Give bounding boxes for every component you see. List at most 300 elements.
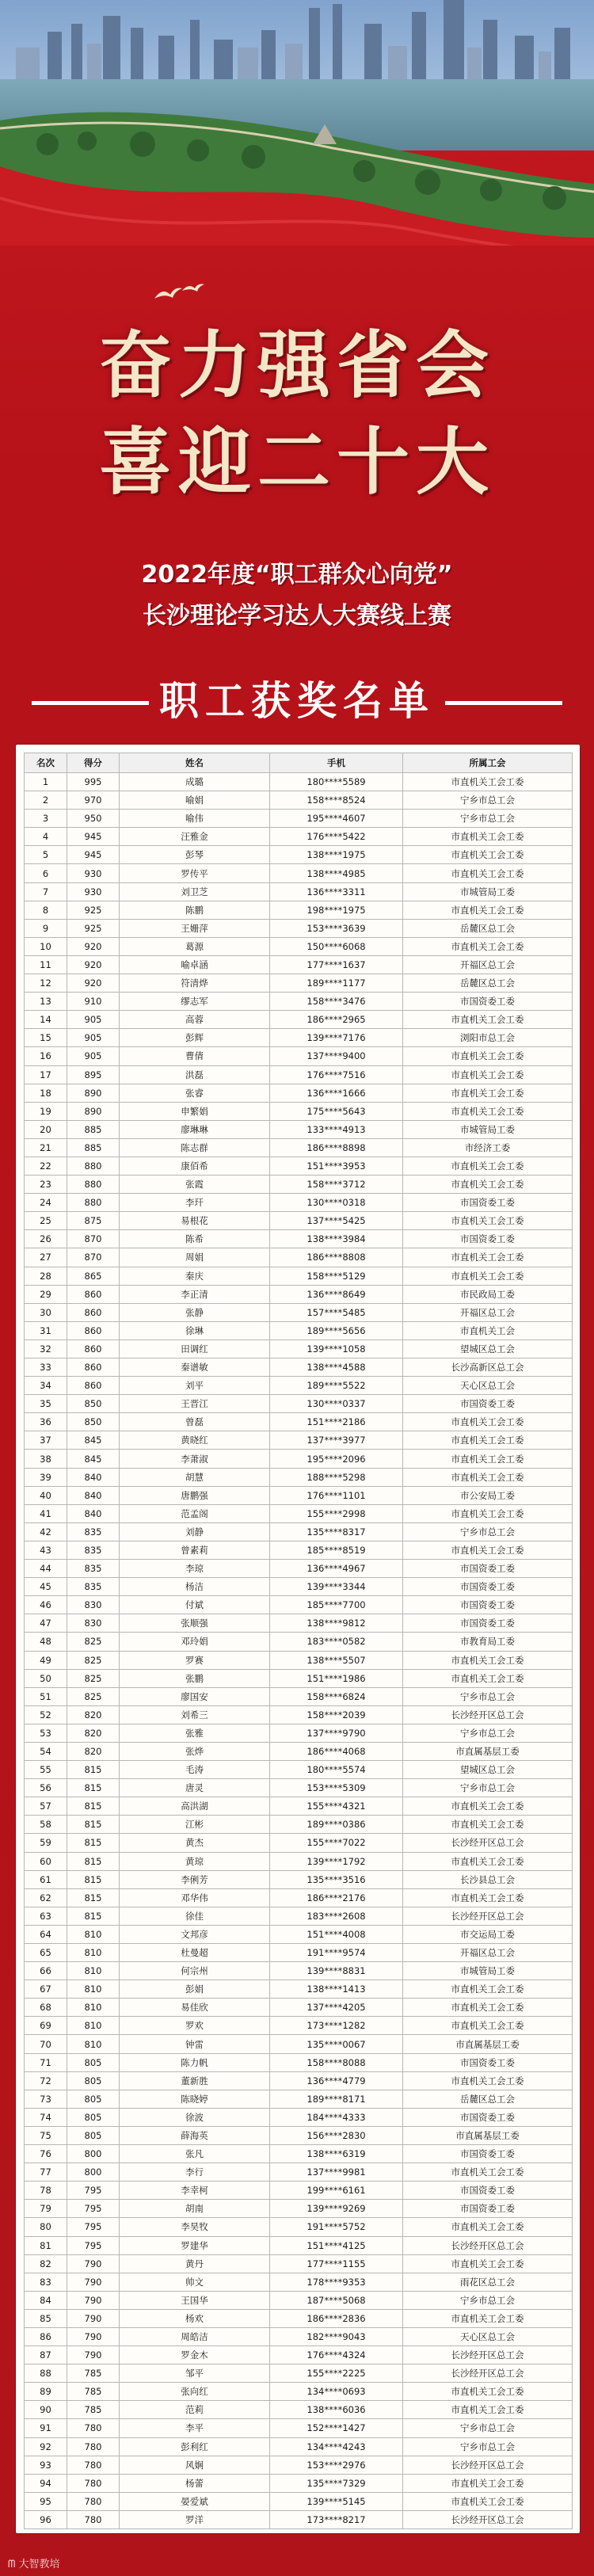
cell-score: 930 [67,864,120,882]
cell-union: 市教育局工委 [403,1633,573,1651]
cell-name: 罗传平 [120,864,270,882]
cell-name: 周皓洁 [120,2327,270,2345]
cell-name: 葛源 [120,937,270,955]
cell-phone: 133****4913 [270,1120,403,1138]
cell-score: 780 [67,2456,120,2474]
cell-score: 820 [67,1742,120,1760]
cell-phone: 158****3476 [270,993,403,1011]
cell-rank: 90 [25,2401,67,2419]
table-row [25,1194,573,1212]
cell-rank: 80 [25,2218,67,2236]
cell-score: 835 [67,1578,120,1596]
cell-union: 市直机关工会工委 [403,1047,573,1065]
cell-union: 长沙经开区总工会 [403,2346,573,2365]
cell-union: 市直机关工会工委 [403,1999,573,2017]
cell-name: 风娴 [120,2456,270,2474]
footer-bar [0,2551,594,2576]
cell-phone: 176****5422 [270,828,403,846]
table-row [25,1120,573,1138]
cell-score: 925 [67,919,120,937]
cell-name: 王国华 [120,2291,270,2309]
cell-name: 付斌 [120,1596,270,1614]
cell-rank: 55 [25,1761,67,1779]
table-row [25,2200,573,2218]
table-row [25,1504,573,1522]
cell-union: 宁乡市总工会 [403,810,573,828]
cell-rank: 78 [25,2182,67,2200]
cell-phone: 156****2830 [270,2126,403,2144]
cell-score: 795 [67,2236,120,2254]
cell-phone: 139****8831 [270,1962,403,1980]
table-row [25,1834,573,1852]
cell-name: 李昊牧 [120,2218,270,2236]
table-row [25,1267,573,1285]
cell-name: 成璐 [120,773,270,791]
cell-phone: 189****1177 [270,974,403,993]
cell-name: 陈鹏 [120,901,270,919]
cell-score: 815 [67,1797,120,1816]
cell-name: 黄丹 [120,2254,270,2273]
cell-union: 市直机关工会工委 [403,846,573,864]
cell-phone: 176****1101 [270,1486,403,1504]
cell-rank: 44 [25,1560,67,1578]
cell-union: 市直机关工会工委 [403,2071,573,2090]
table-row [25,1596,573,1614]
cell-rank: 96 [25,2510,67,2528]
table-row [25,1578,573,1596]
cell-name: 唐鹏强 [120,1486,270,1504]
table-row [25,1102,573,1120]
cell-union: 市直机关工会工委 [403,2401,573,2419]
table-row [25,1761,573,1779]
cell-rank: 54 [25,1742,67,1760]
cell-name: 刘平 [120,1377,270,1395]
cell-score: 945 [67,846,120,864]
cell-union: 市直机关工会工委 [403,2383,573,2401]
cell-union: 宁乡市总工会 [403,1687,573,1705]
cell-union: 市直机关工会工委 [403,1504,573,1522]
table-row [25,1230,573,1248]
table-row [25,810,573,828]
table-row [25,2437,573,2456]
table-row [25,1395,573,1413]
table-row [25,1651,573,1669]
cell-rank: 77 [25,2163,67,2182]
cell-rank: 8 [25,901,67,919]
cell-rank: 30 [25,1303,67,1321]
cell-name: 高蓉 [120,1011,270,1029]
cell-union: 长沙高新区总工会 [403,1358,573,1377]
cell-rank: 92 [25,2437,67,2456]
cell-rank: 52 [25,1705,67,1724]
cell-union: 市直机关工会工委 [403,2163,573,2182]
cell-union: 市国资委工委 [403,1395,573,1413]
cell-score: 790 [67,2309,120,2327]
cell-rank: 50 [25,1669,67,1687]
title-right-rule [445,701,562,705]
cell-score: 780 [67,2474,120,2492]
cell-name: 李幸柯 [120,2182,270,2200]
cell-rank: 15 [25,1029,67,1047]
cell-rank: 23 [25,1176,67,1194]
cell-score: 865 [67,1267,120,1285]
cell-name: 缪志军 [120,993,270,1011]
cell-score: 805 [67,2090,120,2108]
red-wave-decoration [0,119,594,246]
cell-rank: 18 [25,1084,67,1102]
table-row [25,1779,573,1797]
table-row [25,2053,573,2071]
cell-union: 市国资委工委 [403,993,573,1011]
cell-phone: 155****2225 [270,2365,403,2383]
table-row [25,1705,573,1724]
cell-score: 925 [67,901,120,919]
table-row [25,2254,573,2273]
cell-score: 780 [67,2419,120,2437]
cell-name: 张顺强 [120,1614,270,1633]
cell-name: 徐琳 [120,1321,270,1339]
table-row [25,2108,573,2126]
cell-union: 市直机关工会工委 [403,1267,573,1285]
cell-name: 罗金木 [120,2346,270,2365]
cell-score: 880 [67,1176,120,1194]
cell-score: 825 [67,1633,120,1651]
cell-score: 810 [67,1944,120,1962]
cell-rank: 82 [25,2254,67,2273]
cell-name: 喻伟 [120,810,270,828]
cell-name: 薛海英 [120,2126,270,2144]
cell-phone: 139****7176 [270,1029,403,1047]
cell-phone: 158****8524 [270,791,403,810]
cell-score: 835 [67,1560,120,1578]
cell-phone: 182****9043 [270,2327,403,2345]
cell-score: 850 [67,1395,120,1413]
subtitle-line-2: 长沙理论学习达人大赛线上赛 [143,602,451,630]
table-row [25,1962,573,1980]
cell-name: 喻卓涵 [120,955,270,974]
table-row [25,955,573,974]
cell-union: 市直机关工会工委 [403,1541,573,1559]
cell-score: 815 [67,1870,120,1888]
cell-score: 920 [67,937,120,955]
cell-rank: 48 [25,1633,67,1651]
cell-phone: 180****5574 [270,1761,403,1779]
cell-rank: 5 [25,846,67,864]
cell-phone: 138****1413 [270,1980,403,1999]
cell-phone: 158****6824 [270,1687,403,1705]
cell-phone: 151****4008 [270,1925,403,1943]
cell-score: 790 [67,2254,120,2273]
cell-phone: 158****5129 [270,1267,403,1285]
cell-phone: 139****9269 [270,2200,403,2218]
table-row [25,1888,573,1907]
cell-rank: 87 [25,2346,67,2365]
cell-phone: 153****2976 [270,2456,403,2474]
cell-phone: 199****6161 [270,2182,403,2200]
header-name: 姓名 [120,753,270,773]
cell-score: 950 [67,810,120,828]
cell-phone: 158****8088 [270,2053,403,2071]
cell-phone: 153****5309 [270,1779,403,1797]
cell-name: 彭辉 [120,1029,270,1047]
cell-score: 815 [67,1816,120,1834]
cell-score: 885 [67,1120,120,1138]
table-row [25,1925,573,1943]
cell-rank: 7 [25,882,67,901]
cell-rank: 41 [25,1504,67,1522]
cell-union: 市直机关工会工委 [403,1157,573,1175]
cell-union: 市直属基层工委 [403,1742,573,1760]
table-row [25,1944,573,1962]
cell-phone: 137****9790 [270,1724,403,1742]
cell-rank: 49 [25,1651,67,1669]
table-row [25,1560,573,1578]
cell-name: 文邦彦 [120,1925,270,1943]
cell-name: 洪磊 [120,1065,270,1084]
header-phone: 手机 [270,753,403,773]
cell-phone: 139****1792 [270,1852,403,1870]
cell-union: 长沙经开区总工会 [403,2510,573,2528]
cell-score: 785 [67,2383,120,2401]
table-row [25,1431,573,1450]
cell-name: 江彬 [120,1816,270,1834]
cell-rank: 69 [25,2017,67,2035]
cell-phone: 138****1975 [270,846,403,864]
cell-rank: 62 [25,1888,67,1907]
cell-union: 市直机关工会工委 [403,1413,573,1431]
table-row [25,1285,573,1303]
cell-phone: 186****2176 [270,1888,403,1907]
cell-score: 795 [67,2200,120,2218]
cell-union: 市直机关工会工委 [403,1011,573,1029]
table-row [25,846,573,864]
cell-phone: 173****1282 [270,2017,403,2035]
section-title: 职工获奖名单 [159,677,435,724]
cell-name: 曾素莉 [120,1541,270,1559]
table-row [25,1450,573,1468]
table-row [25,2218,573,2236]
cell-phone: 130****0337 [270,1395,403,1413]
cell-score: 815 [67,1779,120,1797]
cell-union: 宁乡市总工会 [403,2437,573,2456]
cell-rank: 53 [25,1724,67,1742]
cell-score: 785 [67,2365,120,2383]
cell-phone: 176****4324 [270,2346,403,2365]
cell-union: 市直机关工会工委 [403,1816,573,1834]
cell-score: 810 [67,1925,120,1943]
table-row [25,1084,573,1102]
cell-rank: 89 [25,2383,67,2401]
cell-name: 陈力帆 [120,2053,270,2071]
cell-union: 市直机关工会工委 [403,901,573,919]
table-row [25,974,573,993]
table-row [25,2145,573,2163]
cell-union: 市国资委工委 [403,2182,573,2200]
table-row [25,1522,573,1541]
cell-name: 陈志群 [120,1138,270,1157]
cell-name: 易佳欣 [120,1999,270,2017]
cell-union: 市城管局工委 [403,1962,573,1980]
cell-score: 890 [67,1084,120,1102]
cell-name: 王姗萍 [120,919,270,937]
cell-score: 850 [67,1413,120,1431]
table-row [25,2401,573,2419]
cell-score: 815 [67,1852,120,1870]
cell-score: 800 [67,2163,120,2182]
cell-score: 995 [67,773,120,791]
cell-rank: 24 [25,1194,67,1212]
cell-union: 开福区总工会 [403,1303,573,1321]
cell-phone: 189****5656 [270,1321,403,1339]
cell-score: 795 [67,2182,120,2200]
cell-name: 彭琴 [120,846,270,864]
table-row [25,2510,573,2528]
cell-name: 秦庆 [120,1267,270,1285]
cell-rank: 56 [25,1779,67,1797]
cell-rank: 13 [25,993,67,1011]
cell-score: 835 [67,1522,120,1541]
cell-score: 810 [67,1962,120,1980]
cell-phone: 138****9812 [270,1614,403,1633]
cell-phone: 177****1637 [270,955,403,974]
cell-union: 市城管局工委 [403,882,573,901]
cell-score: 830 [67,1596,120,1614]
cell-phone: 155****7022 [270,1834,403,1852]
cell-score: 870 [67,1248,120,1267]
cell-score: 795 [67,2218,120,2236]
cell-union: 宁乡市总工会 [403,1779,573,1797]
cell-score: 815 [67,1761,120,1779]
cell-score: 970 [67,791,120,810]
cell-phone: 151****4125 [270,2236,403,2254]
cell-rank: 83 [25,2273,67,2291]
cell-rank: 46 [25,1596,67,1614]
cell-phone: 151****3953 [270,1157,403,1175]
cell-score: 840 [67,1468,120,1486]
cell-rank: 17 [25,1065,67,1084]
cell-union: 市民政局工委 [403,1285,573,1303]
table-row [25,2182,573,2200]
cell-union: 市国资委工委 [403,1560,573,1578]
cell-rank: 27 [25,1248,67,1267]
cell-score: 910 [67,993,120,1011]
cell-rank: 84 [25,2291,67,2309]
cell-phone: 189****0386 [270,1816,403,1834]
cell-score: 805 [67,2071,120,2090]
cell-rank: 88 [25,2365,67,2383]
cell-score: 880 [67,1194,120,1212]
cell-phone: 177****1155 [270,2254,403,2273]
table-row [25,1724,573,1742]
table-row [25,864,573,882]
cell-phone: 178****9353 [270,2273,403,2291]
winners-table [24,753,573,2529]
cell-name: 廖国安 [120,1687,270,1705]
cell-union: 市公安局工委 [403,1486,573,1504]
cell-union: 宁乡市总工会 [403,1522,573,1541]
table-row [25,882,573,901]
cell-phone: 176****7516 [270,1065,403,1084]
header-union: 所属工会 [403,753,573,773]
header-rank: 名次 [25,753,67,773]
cell-union: 宁乡市总工会 [403,791,573,810]
table-row [25,1870,573,1888]
cell-name: 曾磊 [120,1413,270,1431]
cell-name: 张霞 [120,1176,270,1194]
cell-rank: 3 [25,810,67,828]
cell-name: 李琼 [120,1560,270,1578]
cell-phone: 173****8217 [270,2510,403,2528]
cell-score: 860 [67,1285,120,1303]
cell-phone: 137****9400 [270,1047,403,1065]
cell-rank: 63 [25,1907,67,1925]
cell-name: 杨欢 [120,2309,270,2327]
table-row [25,1614,573,1633]
cell-union: 市国资委工委 [403,1230,573,1248]
table-row [25,2327,573,2345]
cell-union: 市交运局工委 [403,1925,573,1943]
cell-union: 浏阳市总工会 [403,1029,573,1047]
cell-score: 835 [67,1541,120,1559]
cell-score: 800 [67,2145,120,2163]
cell-phone: 136****8649 [270,1285,403,1303]
cell-score: 780 [67,2492,120,2510]
cell-rank: 93 [25,2456,67,2474]
cell-name: 彭利红 [120,2437,270,2456]
cell-phone: 157****5485 [270,1303,403,1321]
cell-union: 岳麓区总工会 [403,974,573,993]
cell-rank: 57 [25,1797,67,1816]
cell-phone: 136****4779 [270,2071,403,2090]
cell-name: 邓玲娟 [120,1633,270,1651]
cell-rank: 28 [25,1267,67,1285]
cell-phone: 158****3712 [270,1176,403,1194]
cell-score: 885 [67,1138,120,1157]
cell-phone: 136****1666 [270,1084,403,1102]
cell-union: 开福区总工会 [403,1944,573,1962]
table-row [25,1248,573,1267]
table-row [25,2090,573,2108]
cell-rank: 25 [25,1212,67,1230]
cell-rank: 38 [25,1450,67,1468]
table-row [25,2071,573,2090]
cell-union: 岳麓区总工会 [403,919,573,937]
cell-union: 市国资委工委 [403,2108,573,2126]
cell-phone: 189****8171 [270,2090,403,2108]
cell-rank: 32 [25,1339,67,1358]
cell-union: 市直机关工会工委 [403,1980,573,1999]
subtitle-line-1: 2022年度“职工群众心向党” [141,561,453,589]
cell-name: 范孟阁 [120,1504,270,1522]
cell-phone: 138****6036 [270,2401,403,2419]
cell-rank: 14 [25,1011,67,1029]
cell-union: 市直属基层工委 [403,2035,573,2053]
cell-score: 860 [67,1377,120,1395]
cell-score: 825 [67,1687,120,1705]
cell-name: 李萧淑 [120,1450,270,1468]
cell-phone: 138****3984 [270,1230,403,1248]
cell-rank: 91 [25,2419,67,2437]
cell-name: 王晋江 [120,1395,270,1413]
cell-name: 喻娟 [120,791,270,810]
cell-union: 市国资委工委 [403,1614,573,1633]
cell-name: 张鹏 [120,1669,270,1687]
cell-name: 申繁娟 [120,1102,270,1120]
cell-union: 长沙经开区总工会 [403,2365,573,2383]
cell-name: 杜曼超 [120,1944,270,1962]
cell-name: 易根花 [120,1212,270,1230]
cell-phone: 135****7329 [270,2474,403,2492]
